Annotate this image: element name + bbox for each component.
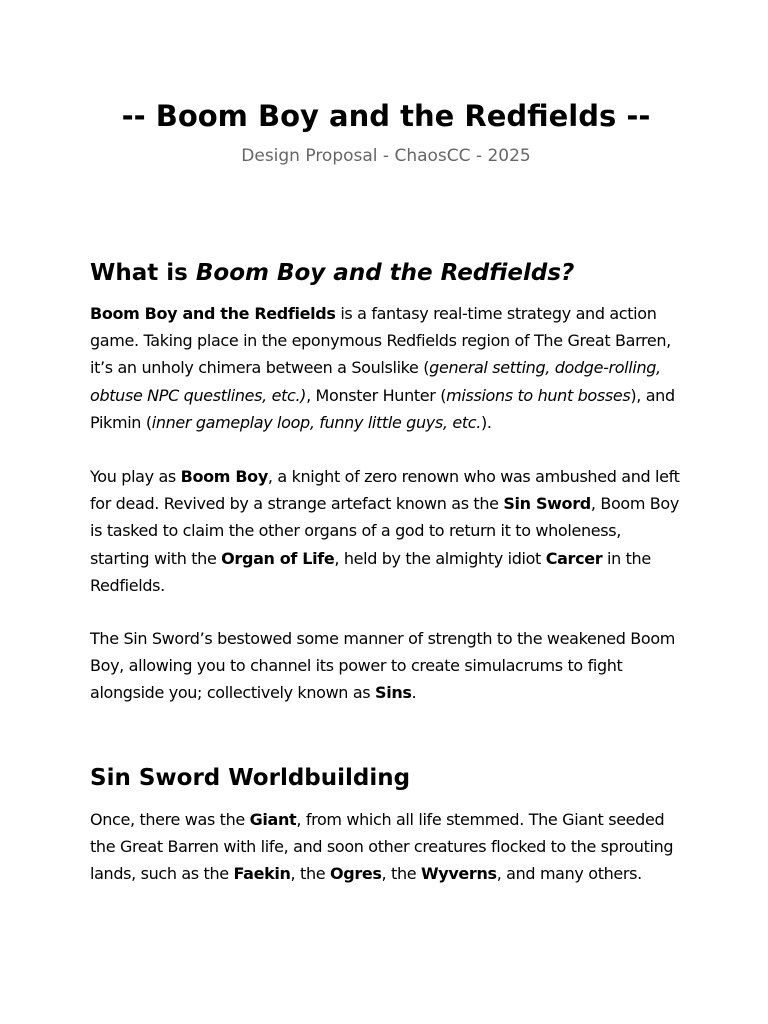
heading-game-title: Boom Boy and the Redfields? [195,260,575,286]
section-heading-worldbuilding: Sin Sword Worldbuilding [90,765,411,791]
text-run: , Monster Hunter ( [306,385,447,405]
bold-term: Boom Boy [180,467,268,486]
bold-term: Ogres [329,864,382,884]
text-run: , the [381,864,421,884]
text-run: ). [480,412,492,432]
heading-prefix: What is [90,260,196,286]
italic-run: inner gameplay loop, funny little guys, etc. [151,412,481,432]
text-run: , held by the almighty idiot [334,548,546,568]
text-run: , the [290,864,330,884]
text-run: ), and Pikmin ( [90,385,675,432]
document-title: -- Boom Boy and the Redfields -- [121,99,651,133]
bold-term: Carcer [545,548,603,568]
document-subtitle: Design Proposal - ChaosCC - 2025 [241,146,531,166]
text-run: You play as [90,467,181,486]
italic-run: general setting, dodge-rolling, obtuse NPC questlines, etc.) [90,358,661,405]
bold-term: Wyverns [420,864,497,884]
text-run: , Boom Boy is tasked to claim the other organs of a god to return it to wholeness, starting with the [90,494,679,568]
paragraph-protagonist [90,463,682,599]
text-run: . [411,683,417,703]
text-run: The Sin Sword’s bestowed some manner of strength to the weakened Boom Boy, allowing you to channel its power to create simulacrums to fight alongside you; collectively known as [90,629,676,703]
bold-term: Sin Sword [503,494,591,514]
text-run: Once, there was the [90,810,250,829]
text-run: is a fantasy real-time strategy and action game. Taking place in the eponymous Redfields region of The Great Barren, it’s an unholy chimera between a Soulslike ( [90,304,671,378]
bold-term: Giant [249,810,297,829]
text-run: , a knight of zero renown who was ambushed and left for dead. Revived by a strange artefact known as the [90,467,680,514]
bold-term: Sins [375,683,412,703]
paragraph-giant [90,806,682,888]
bold-term: Organ of Life [221,548,335,568]
paragraph-game-overview [90,300,682,436]
text-run: in the Redfields. [90,548,651,595]
text-run: , from which all life stemmed. The Giant seeded the Great Barren with life, and soon other creatures flocked to the sprouting lands, such as the [90,810,674,884]
paragraph-sins [90,625,682,707]
game-name: Boom Boy and the Redfields [90,304,336,323]
section-heading-what-is [90,257,574,289]
italic-run: missions to hunt bosses [446,385,631,405]
bold-term: Faekin [233,864,291,884]
text-run: , and many others. [496,864,642,884]
